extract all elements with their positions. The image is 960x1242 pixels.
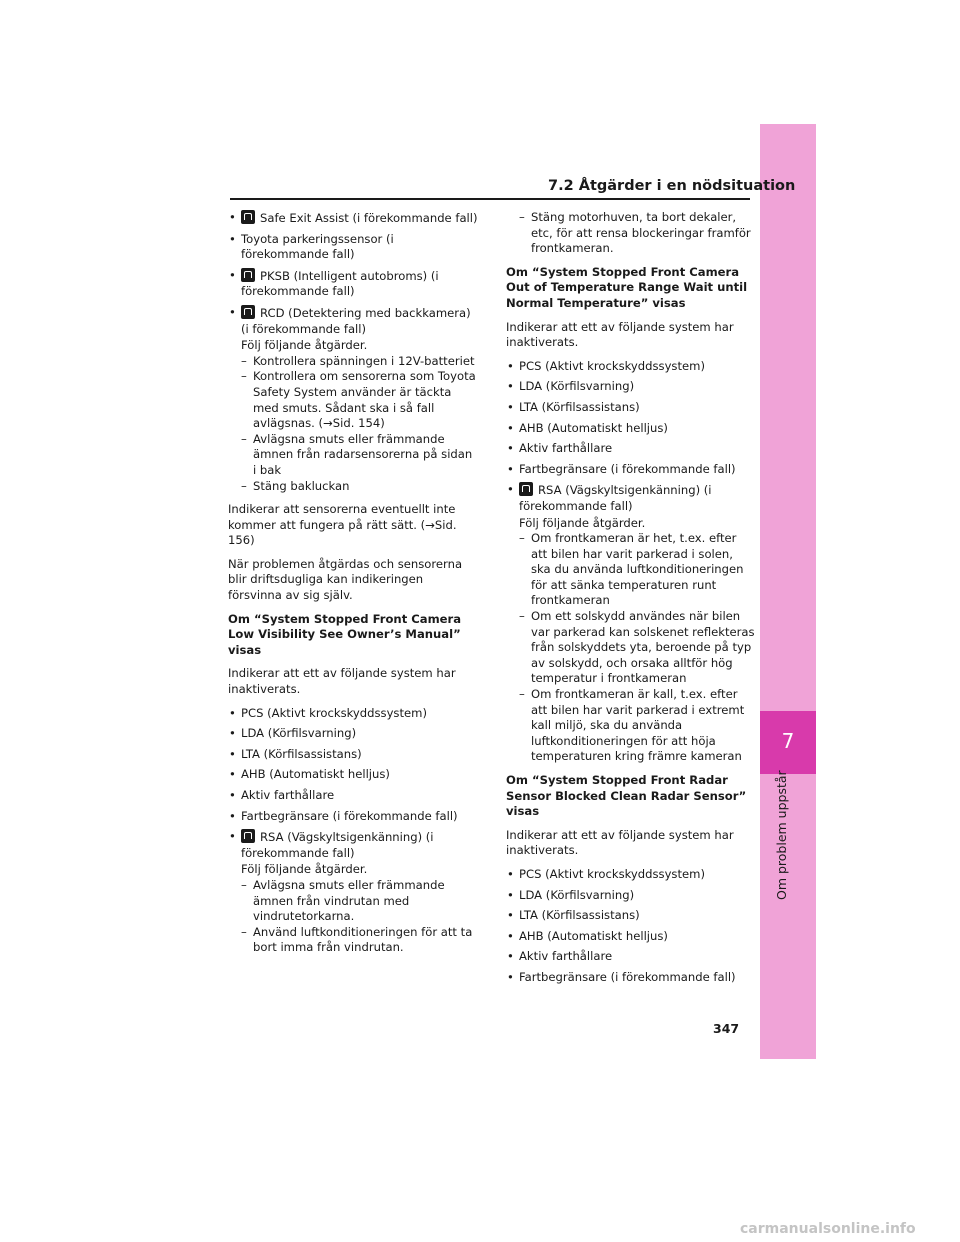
instruction-lead: Följ följande åtgärder.: [519, 515, 646, 530]
instruction-step: – Stäng bakluckan: [241, 479, 478, 495]
safe-exit-assist-icon: [241, 210, 255, 224]
paragraph: Indikerar att sensorerna eventuellt inte kommer att fungera på rätt sätt. (→Sid. 156): [228, 502, 457, 548]
chapter-label: Om problem uppstår: [774, 770, 789, 900]
chapter-number: 7: [781, 729, 795, 753]
right-column: [506, 210, 756, 991]
list-item: • Fartbegränsare (i förekommande fall): [506, 970, 756, 986]
instruction-step: – Stäng motorhuven, ta bort dekaler, etc, för att rensa blockeringar framför frontkameran.: [519, 210, 756, 257]
instruction-block: [519, 210, 756, 257]
instruction-step: – Om ett solskydd användes när bilen var parkerad kan solskenet reflekteras från solskyddets yta, beroende på typ av solskydd, och orsaka alltför hög temperatur i frontkameran: [519, 609, 756, 687]
list-item: • AHB (Automatiskt helljus): [228, 767, 478, 783]
instruction-step: – Om frontkameran är kall, t.ex. efter att bilen har varit parkerad i extremt kall miljö, ska du använda luftkonditioneringen för att höja temperaturen kring främre kameran: [519, 687, 756, 765]
chapter-tab-strip: [760, 124, 816, 1059]
list-item: • LTA (Körfilsassistans): [506, 400, 756, 416]
list-item: • LTA (Körfilsassistans): [506, 908, 756, 924]
list-item: • RCD (Detektering med backkamera) (i förekommande fall): [228, 305, 478, 337]
list-item: • PCS (Aktivt krockskyddssystem): [228, 706, 478, 722]
list-item: • PCS (Aktivt krockskyddssystem): [506, 359, 756, 375]
list-item: • PCS (Aktivt krockskyddssystem): [506, 867, 756, 883]
watermark: carmanualsonline.info: [740, 1221, 916, 1237]
instruction-step: – Avlägsna smuts eller främmande ämnen från vindrutan med vindrutetorkarna.: [241, 878, 478, 925]
list-item: • LTA (Körfilsassistans): [228, 747, 478, 763]
section-heading: Om “System Stopped Front Camera Out of Temperature Range Wait until Normal Temperature” visas: [506, 264, 748, 310]
section-heading: Om “System Stopped Front Camera Low Visibility See Owner’s Manual” visas: [228, 611, 462, 657]
instruction-lead: Följ följande åtgärder.: [241, 862, 368, 877]
section-title: 7.2 Åtgärder i en nödsituation: [548, 178, 796, 194]
header-rule: [230, 198, 750, 200]
list-item: • LDA (Körfilsvarning): [228, 726, 478, 742]
rsa-icon: [241, 829, 255, 843]
list-item: • Fartbegränsare (i förekommande fall): [228, 809, 478, 825]
instruction-block: [241, 862, 478, 956]
page-number: 347: [713, 1021, 740, 1036]
instruction-step: – Om frontkameran är het, t.ex. efter att bilen har varit parkerad i solen, ska du använda luftkonditioneringen för att sänka temperaturen runt frontkameran: [519, 531, 756, 609]
list-item: • Aktiv farthållare: [506, 949, 756, 965]
instruction-lead: Följ följande åtgärder.: [241, 338, 368, 353]
paragraph: Indikerar att ett av följande system har inaktiverats.: [228, 666, 456, 697]
list-item: • AHB (Automatiskt helljus): [506, 929, 756, 945]
rsa-icon: [519, 482, 533, 496]
list-item: • RSA (Vägskyltsigenkänning) (i förekommande fall): [506, 482, 756, 514]
instruction-step: – Kontrollera om sensorerna som Toyota Safety System använder är täckta med smuts. Sådant ska i så fall avlägsnas. (→Sid. 154): [241, 369, 478, 431]
instruction-block: [519, 516, 756, 766]
list-item: • Safe Exit Assist (i förekommande fall): [228, 210, 478, 227]
list-item: • PKSB (Intelligent autobroms) (i förekommande fall): [228, 268, 478, 300]
instruction-block: [241, 338, 478, 494]
list-item: • RSA (Vägskyltsigenkänning) (i förekommande fall): [228, 829, 478, 861]
paragraph: Indikerar att ett av följande system har inaktiverats.: [506, 319, 734, 350]
rcd-icon: [241, 305, 255, 319]
list-item: • Toyota parkeringssensor (i förekommande fall): [228, 232, 478, 263]
list-item: • LDA (Körfilsvarning): [506, 888, 756, 904]
instruction-step: – Avlägsna smuts eller främmande ämnen från radarsensorerna på sidan i bak: [241, 432, 478, 479]
instruction-step: – Kontrollera spänningen i 12V-batteriet: [241, 354, 478, 370]
paragraph: Indikerar att ett av följande system har inaktiverats.: [506, 827, 734, 858]
list-item: • Aktiv farthållare: [228, 788, 478, 804]
list-item: • LDA (Körfilsvarning): [506, 379, 756, 395]
list-item: • Fartbegränsare (i förekommande fall): [506, 462, 756, 478]
list-item: • Aktiv farthållare: [506, 441, 756, 457]
instruction-step: – Använd luftkonditioneringen för att ta bort imma från vindrutan.: [241, 925, 478, 956]
list-item: • AHB (Automatiskt helljus): [506, 421, 756, 437]
left-column: [228, 210, 478, 964]
paragraph: När problemen åtgärdas och sensorerna blir driftsdugliga kan indikeringen försvinna av sig själv.: [228, 556, 463, 603]
section-heading: Om “System Stopped Front Radar Sensor Blocked Clean Radar Sensor” visas: [506, 773, 747, 819]
pksb-icon: [241, 268, 255, 282]
